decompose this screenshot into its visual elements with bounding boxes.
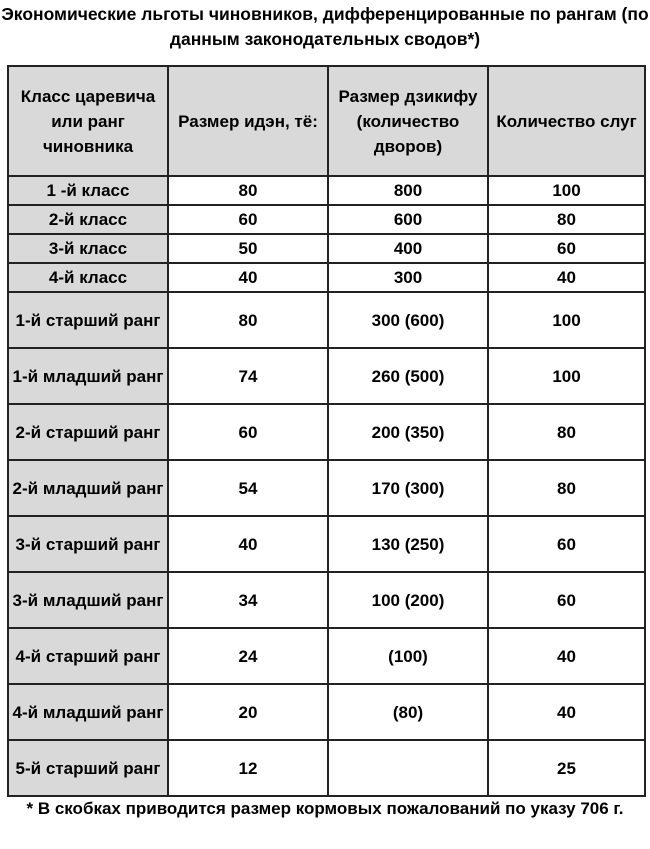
rank-cell: 4-й младший ранг bbox=[8, 684, 168, 740]
value-cell: 54 bbox=[168, 460, 328, 516]
value-cell: (100) bbox=[328, 628, 488, 684]
value-cell: 600 bbox=[328, 205, 488, 234]
footnote: * В скобках приводится размер кормовых пожалований по указу 706 г. bbox=[26, 799, 624, 818]
table-row bbox=[8, 176, 645, 205]
value-cell: 34 bbox=[168, 572, 328, 628]
table-row bbox=[8, 205, 645, 234]
value-cell: 40 bbox=[168, 516, 328, 572]
value-cell: 400 bbox=[328, 234, 488, 263]
table-row bbox=[8, 684, 645, 740]
rank-cell: 5-й старший ранг bbox=[8, 740, 168, 796]
value-cell: 80 bbox=[488, 205, 645, 234]
table-row bbox=[8, 348, 645, 404]
table-header-row bbox=[8, 66, 645, 176]
rank-cell: 1-й старший ранг bbox=[8, 292, 168, 348]
value-cell: 100 bbox=[488, 348, 645, 404]
value-cell: 40 bbox=[488, 684, 645, 740]
value-cell: 80 bbox=[488, 404, 645, 460]
value-cell: 60 bbox=[488, 234, 645, 263]
value-cell: 80 bbox=[168, 176, 328, 205]
value-cell: 60 bbox=[488, 516, 645, 572]
value-cell: 100 bbox=[488, 292, 645, 348]
value-cell: 80 bbox=[488, 460, 645, 516]
value-cell: 60 bbox=[168, 404, 328, 460]
value-cell: 170 (300) bbox=[328, 460, 488, 516]
table-row bbox=[8, 404, 645, 460]
table-row bbox=[8, 628, 645, 684]
table-row bbox=[8, 740, 645, 796]
value-cell: 74 bbox=[168, 348, 328, 404]
rank-cell: 2-й младший ранг bbox=[8, 460, 168, 516]
value-cell: 100 (200) bbox=[328, 572, 488, 628]
rank-cell: 4-й старший ранг bbox=[8, 628, 168, 684]
rank-cell: 4-й класс bbox=[8, 263, 168, 292]
rank-cell: 3-й старший ранг bbox=[8, 516, 168, 572]
column-header: Размер дзикифу (количество дворов) bbox=[328, 66, 488, 176]
rank-cell: 3-й младший ранг bbox=[8, 572, 168, 628]
table-row bbox=[8, 572, 645, 628]
value-cell: 800 bbox=[328, 176, 488, 205]
value-cell: 200 (350) bbox=[328, 404, 488, 460]
rank-cell: 2-й класс bbox=[8, 205, 168, 234]
value-cell: 60 bbox=[168, 205, 328, 234]
value-cell: 20 bbox=[168, 684, 328, 740]
column-header: Класс царевича или ранг чиновника bbox=[8, 66, 168, 176]
value-cell: 25 bbox=[488, 740, 645, 796]
value-cell: 100 bbox=[488, 176, 645, 205]
page-title: Экономические льготы чиновников, дифференцированные по рангам (по данным законодательных сводов*) bbox=[1, 4, 649, 49]
table-row bbox=[8, 516, 645, 572]
value-cell: 40 bbox=[488, 628, 645, 684]
value-cell: 50 bbox=[168, 234, 328, 263]
rank-cell: 1-й младший ранг bbox=[8, 348, 168, 404]
rank-cell: 2-й старший ранг bbox=[8, 404, 168, 460]
value-cell: 60 bbox=[488, 572, 645, 628]
rank-cell: 1 -й класс bbox=[8, 176, 168, 205]
column-header: Количество слуг bbox=[488, 66, 645, 176]
table-row bbox=[8, 263, 645, 292]
value-cell: 40 bbox=[168, 263, 328, 292]
value-cell: 12 bbox=[168, 740, 328, 796]
value-cell: 300 bbox=[328, 263, 488, 292]
table-row bbox=[8, 460, 645, 516]
value-cell: 260 (500) bbox=[328, 348, 488, 404]
column-header: Размер идэн, тё: bbox=[168, 66, 328, 176]
table-row bbox=[8, 292, 645, 348]
privileges-table bbox=[7, 65, 646, 797]
value-cell: 300 (600) bbox=[328, 292, 488, 348]
value-cell bbox=[328, 740, 488, 796]
value-cell: 24 bbox=[168, 628, 328, 684]
value-cell: 80 bbox=[168, 292, 328, 348]
value-cell: 130 (250) bbox=[328, 516, 488, 572]
value-cell: (80) bbox=[328, 684, 488, 740]
rank-cell: 3-й класс bbox=[8, 234, 168, 263]
table-row bbox=[8, 234, 645, 263]
value-cell: 40 bbox=[488, 263, 645, 292]
